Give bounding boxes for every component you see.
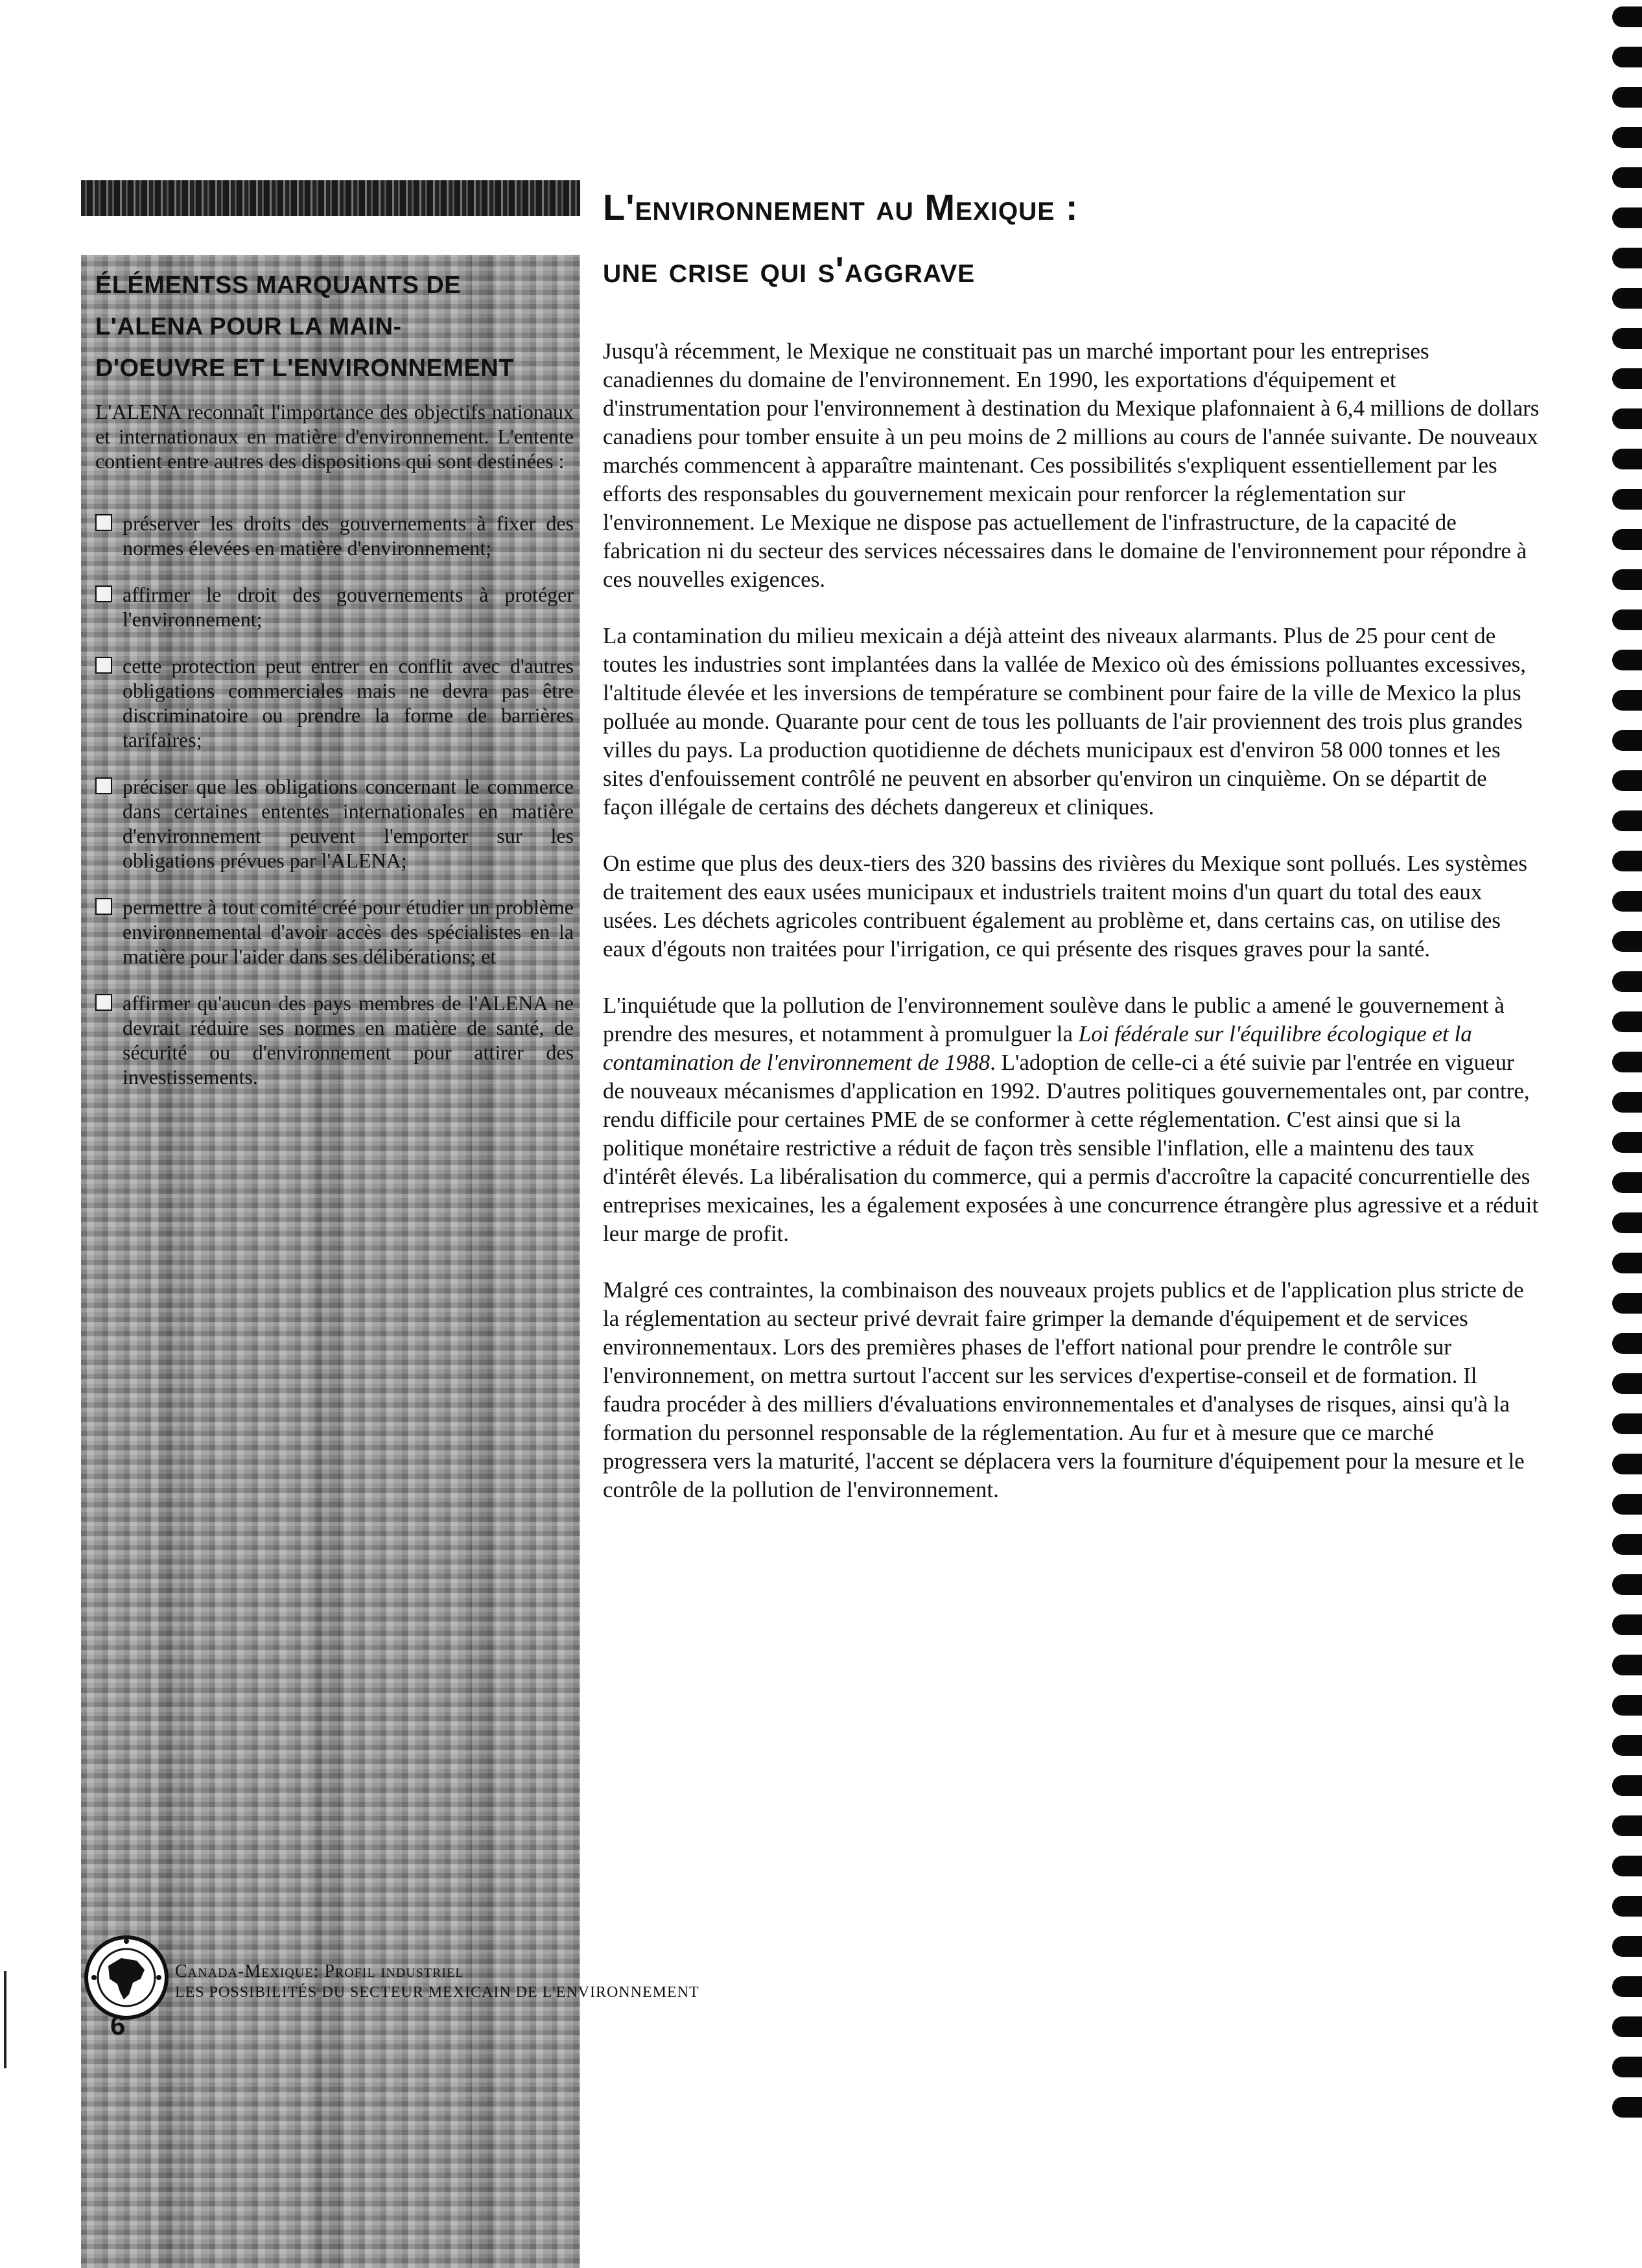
checkbox-icon <box>95 994 112 1011</box>
footer-subtitle: LES POSSIBILITÉS DU SECTEUR MEXICAIN DE L'ENVIRONNEMENT <box>175 1984 699 2001</box>
binder-hole <box>1612 2016 1642 2037</box>
binder-hole <box>1612 1534 1642 1555</box>
binder-hole <box>1612 1333 1642 1354</box>
binder-hole <box>1612 1052 1642 1072</box>
paragraph: On estime que plus des deux-tiers des 320 bassins des rivières du Mexique sont pollués. Les systèmes de traitement des eaux usées municipaux et industriels traitent moins d'un quart du total des eaux usées. Les déchets agricoles contribuent également au problème et, dans certains cas, on utilise des eaux d'égouts non traitées pour l'irrigation, ce qui présente des risques graves pour la santé. <box>603 851 1528 962</box>
list-item-text: préciser que les obligations concernant le commerce dans certaines ententes internationales en matière d'environnement peuvent l'emporter sur les obligations prévues par l'ALENA; <box>123 775 574 872</box>
binder-hole <box>1612 167 1642 188</box>
binder-hole <box>1612 1695 1642 1716</box>
binder-hole <box>1612 288 1642 309</box>
paragraph-text: L'inquiétude que la pollution de l'environnement soulève dans le public a amené le gouvernement à prendre des mesures, et notamment à promulguer la <box>603 993 1505 1046</box>
list-item <box>95 654 574 752</box>
nafta-logo-icon <box>81 1932 172 2023</box>
binder-hole <box>1612 810 1642 831</box>
binder-hole <box>1612 207 1642 228</box>
binder-hole <box>1612 851 1642 871</box>
binder-hole <box>1612 1775 1642 1796</box>
page-title <box>603 176 1575 301</box>
binder-hole <box>1612 730 1642 751</box>
binder-hole <box>1612 529 1642 550</box>
binder-hole <box>1612 1936 1642 1957</box>
list-item-text: affirmer le droit des gouvernements à protéger l'environnement; <box>123 583 574 631</box>
binder-hole <box>1612 368 1642 389</box>
margin-mark <box>4 1971 6 2068</box>
paragraph: Malgré ces contraintes, la combinaison des nouveaux projets publics et de l'application plus stricte de la réglementation au secteur privé devrait faire grimper la demande d'équipement et de services environnementaux. Lors des premières phases de l'effort national pour prendre le contrôle sur l'environnement, on mettra surtout l'accent sur les services d'expertise-conseil et de formation. Il faudra procéder à des milliers d'évaluations environnementales et d'analyses de risques, ainsi qu'à la formation du personnel responsable de la réglementation. Au fur et à mesure que ce marché progressera vers la maturité, l'accent se déplacera vers la fourniture d'équipement pour la mesure et le contrôle de la pollution de l'environnement. <box>603 1277 1525 1502</box>
binder-hole <box>1612 2097 1642 2118</box>
binder-holes <box>1603 0 1642 2145</box>
binder-hole <box>1612 248 1642 268</box>
binder-hole <box>1612 1815 1642 1836</box>
paragraph <box>603 991 1540 1248</box>
binder-hole <box>1612 569 1642 590</box>
binder-hole <box>1612 87 1642 108</box>
paragraph-text: . L'adoption de celle-ci a été suivie par l'entrée en vigueur de nouveaux mécanismes d'application en 1992. D'autres politiques gouvernementales ont, par contre, rendu difficile pour certaines PME de se conformer à cette réglementation. C'est ainsi que si la politique monétaire restrictive a réduit de façon très sensible l'inflation, elle a maintenu des taux d'intérêt élevés. La libéralisation du commerce, qui a permis d'accroître la capacité concurrentielle des entreprises mexicaines, les a également exposées à une concurrence étrangère plus agressive et a réduit leur marge de profit. <box>603 1050 1539 1246</box>
footer-title: Canada-Mexique: Profil industriel <box>175 1961 464 1981</box>
sidebar-title-line: L'ALENA POUR LA MAIN- <box>95 313 402 340</box>
binder-hole <box>1612 47 1642 67</box>
binder-hole <box>1612 1655 1642 1675</box>
checkbox-icon <box>95 898 112 915</box>
binder-hole <box>1612 1856 1642 1876</box>
checkbox-icon <box>95 657 112 674</box>
binder-hole <box>1612 1896 1642 1917</box>
paragraph: Jusqu'à récemment, le Mexique ne constituait pas un marché important pour les entreprises canadiennes du domaine de l'environnement. En 1990, les exportations d'équipement et d'instrumentation pour l'environnement à destination du Mexique plafonnaient à 6,4 millions de dollars canadiens pour tomber ensuite à un peu moins de 2 millions au cours de l'année suivante. De nouveaux marchés commencent à apparaître maintenant. Ces possibilités s'expliquent essentiellement par les efforts des responsables du gouvernement mexicain pour renforcer la réglementation sur l'environnement. Le Mexique ne dispose pas actuellement de l'infrastructure, de la capacité de fabrication ni du secteur des services nécessaires dans le domaine de l'environnement pour répondre à ces nouvelles exigences. <box>603 338 1540 592</box>
binder-hole <box>1612 1132 1642 1153</box>
checkbox-icon <box>95 777 112 794</box>
page-title-line: L'environnement au Mexique : <box>603 187 1079 228</box>
binder-hole <box>1612 1212 1642 1233</box>
binder-hole <box>1612 2057 1642 2077</box>
sidebar-title <box>95 265 569 389</box>
sidebar-header-bar <box>81 180 580 216</box>
sidebar-title-line: D'OEUVRE ET L'ENVIRONNEMENT <box>95 355 514 382</box>
binder-hole <box>1612 449 1642 469</box>
binder-hole <box>1612 489 1642 510</box>
sidebar-title-line: ÉLÉMENTSS MARQUANTS DE <box>95 272 462 299</box>
binder-hole <box>1612 1011 1642 1032</box>
checkbox-icon <box>95 585 112 602</box>
sidebar-list <box>95 511 574 1111</box>
binder-hole <box>1612 931 1642 952</box>
binder-hole <box>1612 408 1642 429</box>
list-item <box>95 511 574 560</box>
binder-hole <box>1612 1253 1642 1273</box>
binder-hole <box>1612 971 1642 992</box>
binder-hole <box>1612 1735 1642 1756</box>
page-title-line: une crise qui s'aggrave <box>603 249 976 290</box>
binder-hole <box>1612 1976 1642 1997</box>
page-number: 6 <box>110 2010 126 2040</box>
paragraph: La contamination du milieu mexicain a déjà atteint des niveaux alarmants. Plus de 25 pour cent de toutes les industries sont implantées dans la vallée de Mexico où des émissions polluantes excessives, l'altitude élevée et les inversions de température se combinent pour faire de la ville de Mexico la plus polluée au monde. Quarante pour cent de tous les polluants de l'air proviennent des trois plus grandes villes du pays. La production quotidienne de déchets municipaux est d'environ 58 000 tonnes et les sites d'enfouissement contrôlé ne peuvent en absorber qu'environ un cinquième. On se départit de façon illégale de certains des déchets dangereux et cliniques. <box>603 623 1527 820</box>
list-item <box>95 991 574 1089</box>
list-item-text: préserver les droits des gouvernements à fixer des normes élevées en matière d'environnement; <box>123 512 574 560</box>
list-item-text: cette protection peut entrer en conflit avec d'autres obligations commerciales mais ne devra pas être discriminatoire ou prendre la forme de barrières tarifaires; <box>123 654 574 751</box>
binder-hole <box>1612 1454 1642 1474</box>
binder-hole <box>1612 690 1642 711</box>
list-item-text: affirmer qu'aucun des pays membres de l'ALENA ne devrait réduire ses normes en matière de santé, de sécurité ou d'environnement pour attirer des investissements. <box>123 991 574 1089</box>
law-title: Loi fédérale sur l'équilibre écologique et la contamination de l'environnement de 1988 <box>603 1021 1472 1075</box>
list-item <box>95 582 574 632</box>
list-item <box>95 895 574 969</box>
checkbox-icon <box>95 514 112 531</box>
binder-hole <box>1612 1172 1642 1193</box>
binder-hole <box>1612 891 1642 912</box>
list-item-text: permettre à tout comité créé pour étudier un problème environnemental d'avoir accès des spécialistes en la matière pour l'aider dans ses délibérations; et <box>123 895 574 968</box>
binder-hole <box>1612 770 1642 791</box>
binder-hole <box>1612 1494 1642 1515</box>
sidebar-intro: L'ALENA reconnaît l'importance des objectifs nationaux et internationaux en matière d'environnement. L'entente contient entre autres des dispositions qui sont destinées : <box>95 400 574 473</box>
binder-hole <box>1612 1614 1642 1635</box>
list-item <box>95 774 574 873</box>
binder-hole <box>1612 1373 1642 1394</box>
binder-hole <box>1612 1092 1642 1113</box>
binder-hole <box>1612 609 1642 630</box>
binder-hole <box>1612 650 1642 670</box>
binder-hole <box>1612 1413 1642 1434</box>
article-body <box>603 337 1540 1532</box>
binder-hole <box>1612 6 1642 27</box>
binder-hole <box>1612 1574 1642 1595</box>
binder-hole <box>1612 1293 1642 1314</box>
binder-hole <box>1612 127 1642 148</box>
binder-hole <box>1612 328 1642 349</box>
